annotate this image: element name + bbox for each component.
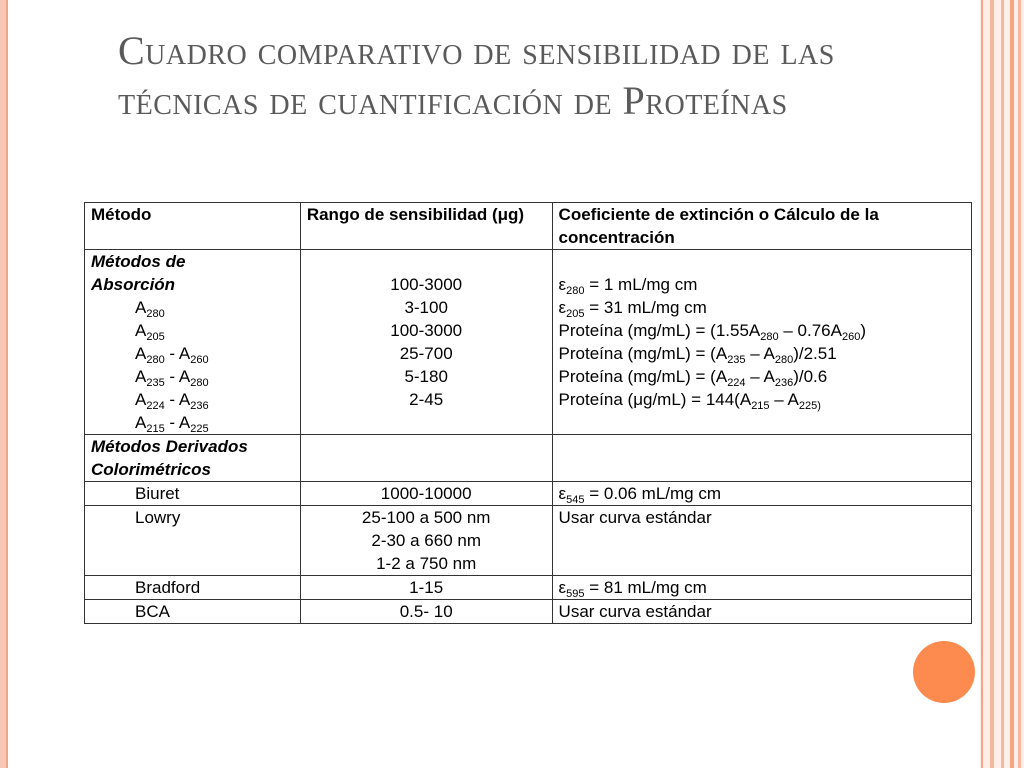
empty-cell — [552, 435, 971, 482]
subscript: 595 — [566, 588, 585, 600]
subscript: 215 — [751, 400, 770, 412]
decorative-circle — [913, 641, 975, 703]
left-border-line — [6, 0, 8, 768]
subscript: 205 — [566, 308, 585, 320]
extinction-formula: Proteína $(mg/mL) = (A_{235} - A_{280})/2.51$ — [558, 344, 837, 366]
sensitivity-range: 2-45 — [409, 390, 444, 409]
right-border-line — [981, 0, 983, 768]
subscript: 280 — [146, 354, 165, 366]
coefficient-cell: Usar curva estándar — [552, 600, 971, 624]
sensitivity-range: 100-3000 — [390, 275, 463, 294]
right-border-line — [990, 0, 994, 768]
right-border-line — [1018, 0, 1021, 768]
table-row — [85, 576, 972, 600]
sensitivity-range: 2-30 a 660 nm — [371, 531, 481, 550]
sensitivity-range-cell — [300, 576, 552, 600]
sensitivity-range: 1000-10000 — [380, 484, 472, 503]
absorbance-method: $A_{205}$ — [135, 321, 165, 343]
method-name: BCA — [85, 600, 301, 624]
sensitivity-range-cell — [300, 600, 552, 624]
sensitivity-range: 0.5- 10 — [399, 602, 453, 621]
table-row — [85, 482, 972, 506]
sensitivity-range: 1-15 — [409, 578, 444, 597]
table-header-row — [85, 203, 972, 250]
subscript: 280 — [774, 354, 794, 366]
extinction-formula: Proteína $(mg/mL) = (A_{224} - A_{236})/0.6$ — [558, 367, 828, 389]
extinction-formula: Proteína $(mg/mL) = (1.55A_{280} - 0.76A_{260})$ — [558, 321, 866, 343]
sensitivity-table — [84, 202, 972, 624]
absorption-formulas-cell — [552, 250, 971, 435]
subscript: 236 — [190, 400, 209, 412]
subscript: 225 — [190, 423, 209, 435]
subscript: 235 — [727, 354, 746, 366]
group-label: Absorción — [91, 275, 176, 294]
absorbance-method: $A_{280}$ — [135, 298, 165, 320]
group-label: Métodos de — [91, 252, 186, 271]
method-name: Lowry — [85, 506, 301, 576]
absorption-ranges-cell — [300, 250, 552, 435]
extinction-formula: Proteína $(\mu g/mL) = 144(A_{215} - A_{225)}$ — [558, 390, 821, 412]
subscript: 280 — [146, 308, 165, 320]
colorimetric-group-cell — [85, 435, 301, 482]
extinction-formula: $\varepsilon_{280} = 1$ mL/mg cm — [558, 275, 698, 297]
sensitivity-range: 100-3000 — [390, 321, 463, 340]
sensitivity-range: 1-2 a 750 nm — [376, 554, 477, 573]
right-border-line — [1010, 0, 1014, 768]
absorbance-method: $A_{235} - A_{280}$ — [135, 367, 209, 389]
slide-title: Cuadro comparativo de sensibilidad de las técnicas de cuantificación de Proteínas — [118, 28, 835, 123]
coefficient-cell: Usar curva estándar — [552, 506, 971, 576]
absorbance-method: $A_{215} - A_{225}$ — [135, 413, 209, 435]
sensitivity-range-cell — [300, 506, 552, 576]
empty-cell — [300, 435, 552, 482]
table-row — [85, 600, 972, 624]
method-name: Biuret — [85, 482, 301, 506]
subscript: 260 — [841, 331, 861, 343]
subscript: 280 — [190, 377, 209, 389]
absorbance-method: $A_{224} - A_{236}$ — [135, 390, 209, 412]
subscript: 224 — [146, 400, 165, 412]
header-method: Método — [85, 203, 301, 250]
right-border-line — [1001, 0, 1004, 768]
method-name: Bradford — [85, 576, 301, 600]
subscript: 545 — [566, 494, 585, 506]
sensitivity-range: 25-100 a 500 nm — [361, 508, 491, 527]
coefficient-cell: $\varepsilon_{595} = 81$ mL/mg cm — [552, 576, 971, 600]
subscript: 224 — [727, 377, 746, 389]
coefficient-cell: $\varepsilon_{545} = 0.06$ mL/mg cm — [552, 482, 971, 506]
sensitivity-range: 5-180 — [404, 367, 448, 386]
subscript: 205 — [146, 331, 165, 343]
subscript: 280 — [760, 331, 779, 343]
extinction-formula: $\varepsilon_{205} = 31$ mL/mg cm — [558, 298, 707, 320]
group-label: Métodos Derivados — [91, 437, 248, 456]
subscript: 215 — [146, 423, 165, 435]
subscript: 280 — [566, 285, 585, 297]
subscript: 225) — [798, 400, 821, 412]
absorption-row — [85, 250, 972, 435]
absorbance-method: $A_{280} - A_{260}$ — [135, 344, 209, 366]
colorimetric-group-row — [85, 435, 972, 482]
subscript: 236 — [774, 377, 794, 389]
table-row — [85, 506, 972, 576]
header-coefficient: Coeficiente de extinción o Cálculo de la concentración — [552, 203, 971, 250]
header-range: Rango de sensibilidad (μg) — [300, 203, 552, 250]
group-label: Colorimétricos — [91, 460, 211, 479]
sensitivity-range: 25-700 — [399, 344, 453, 363]
sensitivity-range-cell — [300, 482, 552, 506]
subscript: 260 — [190, 354, 209, 366]
absorption-methods-cell — [85, 250, 301, 435]
sensitivity-range: 3-100 — [404, 298, 448, 317]
subscript: 235 — [146, 377, 165, 389]
